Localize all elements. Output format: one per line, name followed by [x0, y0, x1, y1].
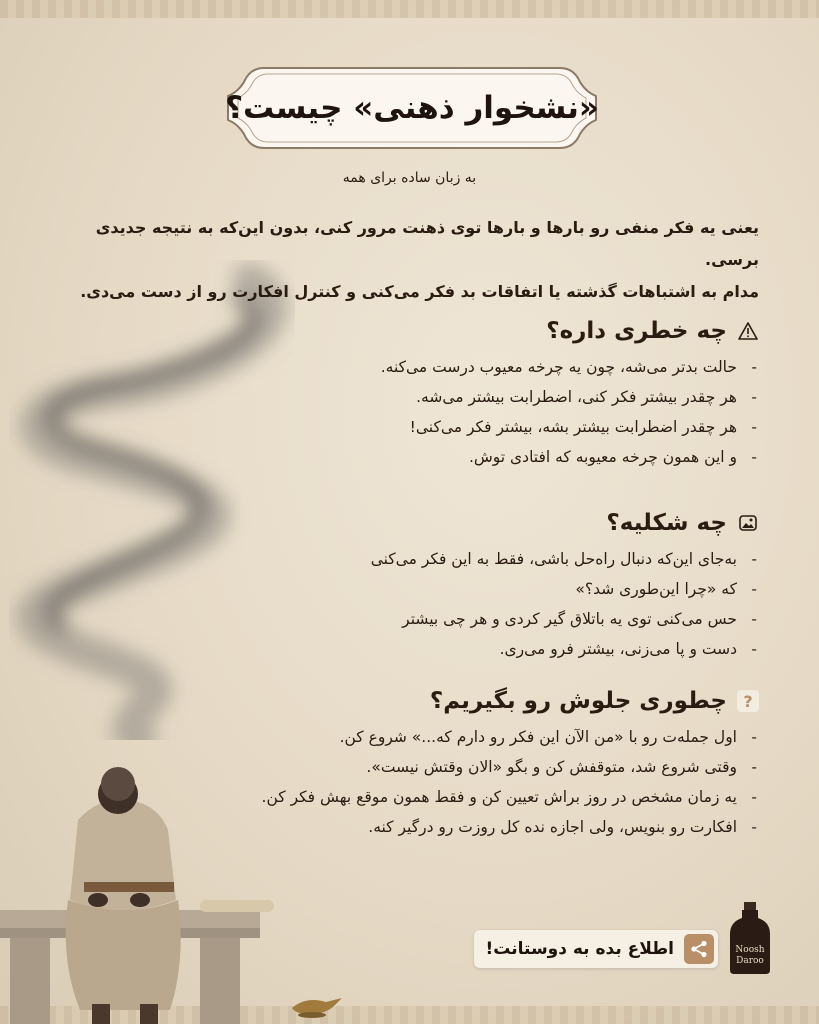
page-title: «نشخوار ذهنی» چیست؟: [225, 90, 599, 126]
logo-text-line1: Noosh: [735, 945, 765, 955]
list-item: - حس می‌کنی توی یه باتلاق گیر کردی و هر چی بیشتر: [299, 604, 759, 634]
list-item: - وقتی شروع شد، متوقفش کن و بگو «الان وقتش نیست».: [239, 752, 759, 782]
section-prevention: [239, 688, 759, 842]
list-item: - حالت بدتر می‌شه، چون یه چرخه معیوب درست می‌کنه.: [299, 352, 759, 382]
section-appearance: [299, 510, 759, 664]
list-item: - اول جمله‌ت رو با «من الآن این فکر رو دارم که...» شروع کن.: [239, 722, 759, 752]
list-item: - که «چرا این‌طوری شد؟»: [299, 574, 759, 604]
intro-line: مدام به اشتباهات گذشته یا اتفاقات بد فکر می‌کنی و کنترل افکارت رو از دست می‌دی.: [80, 282, 759, 301]
warning-icon: [737, 320, 759, 342]
share-button[interactable]: [474, 930, 718, 968]
intro-text: [59, 212, 759, 308]
section-heading: [299, 318, 759, 344]
section-danger: [299, 318, 759, 472]
share-label: اطلاع بده به دوستانت!: [485, 939, 674, 959]
list-item: - هر چقدر بیشتر فکر کنی، اضطرابت بیشتر می‌شه.: [299, 382, 759, 412]
logo-text-line2: Daroo: [736, 956, 764, 966]
noosh-daroo-logo: [728, 902, 772, 974]
section-heading-text: چه شکلیه؟: [606, 510, 727, 536]
intro-line: یعنی یه فکر منفی رو بارها و بارها توی ذهنت مرور کنی، بدون این‌که به نتیجه جدیدی برسی.: [95, 218, 759, 269]
share-icon: [684, 934, 714, 964]
bullet-list: [299, 544, 759, 664]
seated-man-illustration: [0, 760, 290, 1024]
list-item: - و این همون چرخه معیوبه که افتادی توش.: [299, 442, 759, 472]
list-item: - یه زمان مشخص در روز براش تعیین کن و فقط همون موقع بهش فکر کن.: [239, 782, 759, 812]
subtitle: به زبان ساده برای همه: [342, 170, 477, 186]
section-heading-text: چطوری جلوش رو بگیریم؟: [429, 688, 727, 714]
list-item: - به‌جای این‌که دنبال راه‌حل باشی، فقط به این فکر می‌کنی: [299, 544, 759, 574]
question-icon: ?: [737, 690, 759, 712]
list-item: - افکارت رو بنویس، ولی اجازه نده کل روزت رو درگیر کنه.: [239, 812, 759, 842]
bullet-list: [299, 352, 759, 472]
smoke-illustration: [0, 260, 300, 740]
section-heading-text: چه خطری داره؟: [546, 318, 727, 344]
oil-lamp-illustration: [286, 990, 346, 1018]
top-ornament-border: [0, 0, 819, 18]
image-icon: [737, 512, 759, 534]
section-heading: [239, 688, 759, 714]
list-item: - هر چقدر اضطرابت بیشتر بشه، بیشتر فکر می‌کنی!: [299, 412, 759, 442]
section-heading: [299, 510, 759, 536]
bullet-list: [239, 722, 759, 842]
title-cartouche: [224, 62, 600, 154]
list-item: - دست و پا می‌زنی، بیشتر فرو می‌ری.: [299, 634, 759, 664]
